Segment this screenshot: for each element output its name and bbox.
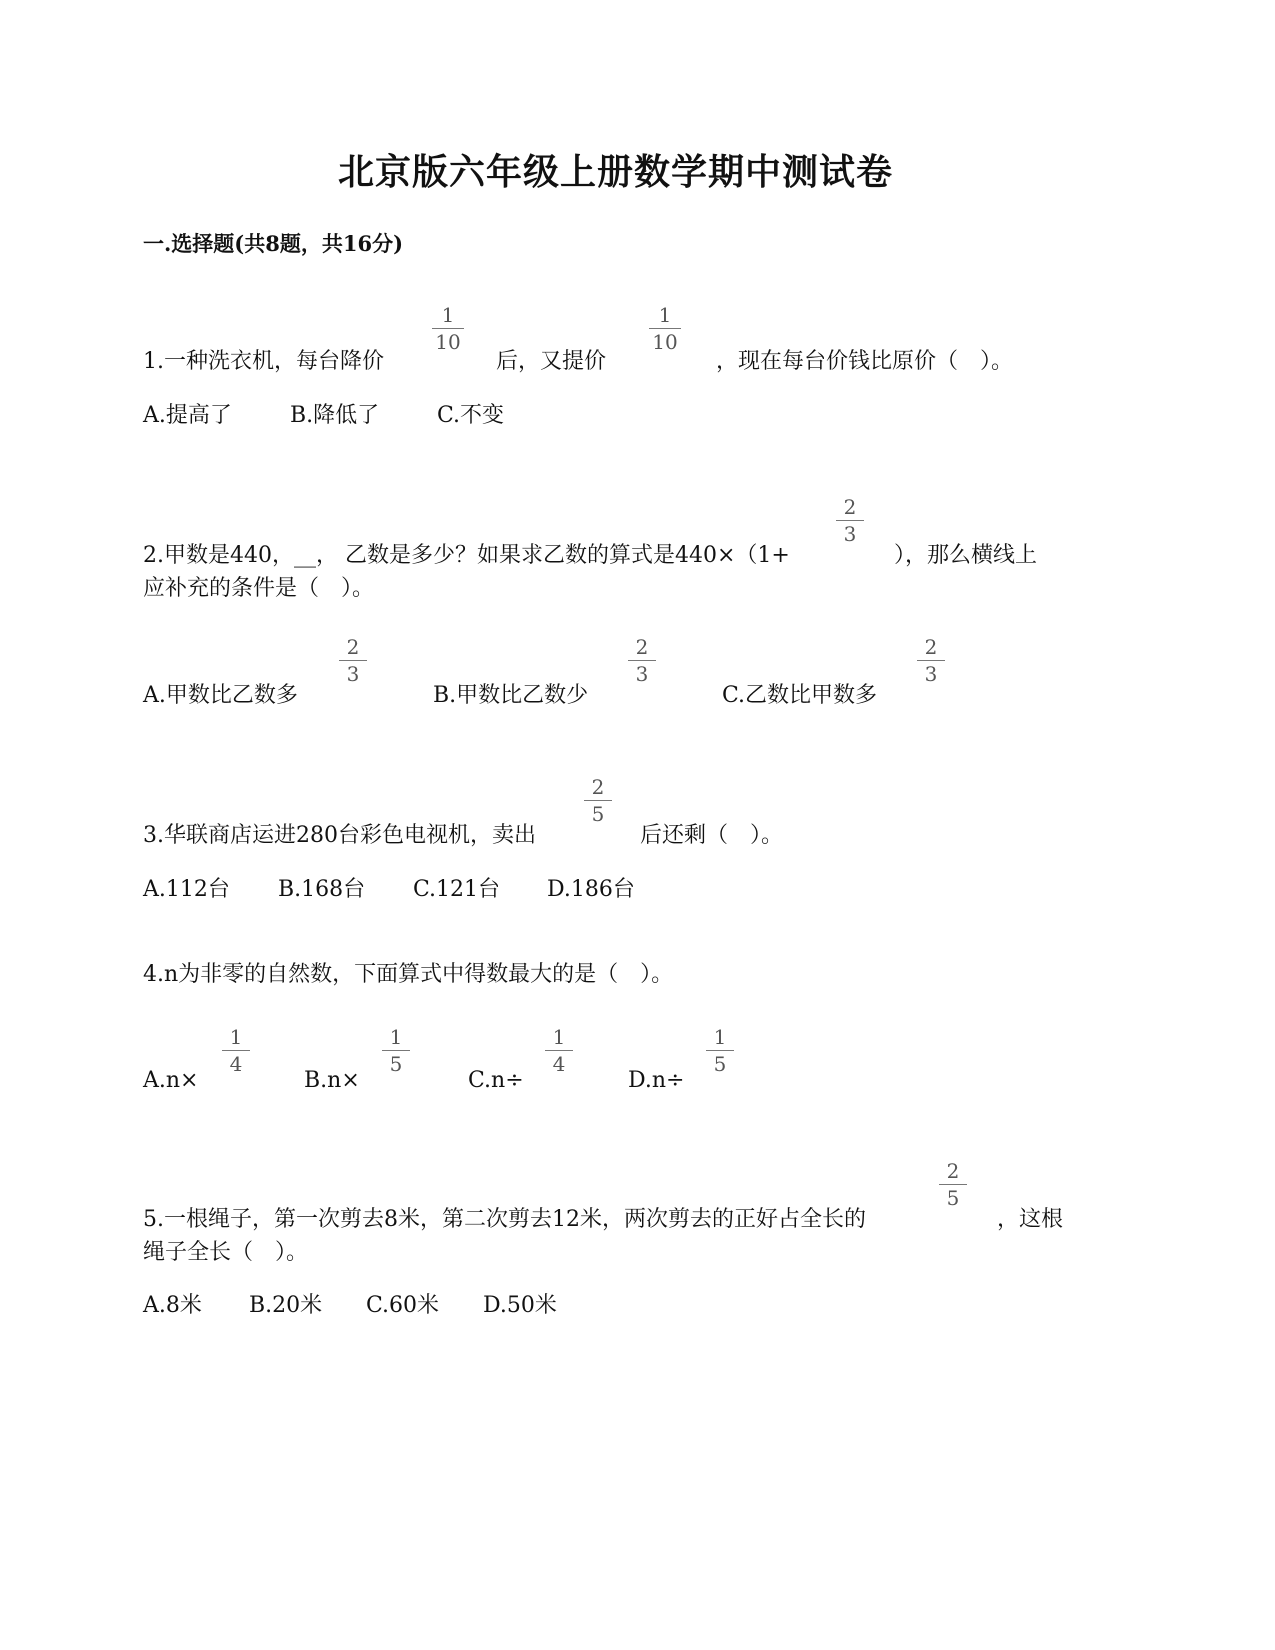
question-2-option-a-fraction	[335, 636, 371, 685]
fraction-numerator: 2	[591, 775, 605, 799]
question-3-text-part2: 后还剩（ ）。	[640, 823, 784, 848]
question-2-option-a[interactable]: A.甲数比乙数多	[143, 683, 298, 708]
page-title: 北京版六年级上册数学期中测试卷	[338, 151, 894, 193]
fraction-numerator: 1	[658, 303, 672, 327]
fraction-denominator: 4	[229, 1052, 243, 1076]
fraction-numerator: 1	[552, 1025, 566, 1049]
question-3-option-b[interactable]: B.168台	[278, 877, 366, 902]
question-3-option-d[interactable]: D.186台	[547, 877, 635, 902]
question-4-option-a-fraction	[218, 1026, 254, 1075]
question-4-option-d-fraction	[702, 1026, 738, 1075]
fraction-numerator: 1	[713, 1025, 727, 1049]
question-2-option-b[interactable]: B.甲数比乙数少	[433, 683, 589, 708]
fraction-bar	[584, 800, 612, 801]
fraction-numerator: 2	[924, 635, 938, 659]
fraction-numerator: 2	[635, 635, 649, 659]
question-2-option-b-fraction	[624, 636, 660, 685]
fraction-denominator: 3	[924, 662, 938, 686]
fraction-bar	[917, 660, 945, 661]
fraction-numerator: 2	[843, 495, 857, 519]
question-4-option-d[interactable]: D.n÷	[628, 1068, 685, 1093]
fraction-bar	[836, 520, 864, 521]
question-3-option-c[interactable]: C.121台	[413, 877, 501, 902]
question-5-option-b[interactable]: B.20米	[249, 1293, 323, 1318]
question-4-option-b[interactable]: B.n×	[304, 1068, 360, 1093]
question-2-text-line2: 应补充的条件是（ ）。	[143, 576, 375, 601]
question-1-text-part1: 1.一种洗衣机，每台降价	[143, 349, 384, 374]
question-1-option-a[interactable]: A.提高了	[143, 403, 232, 428]
fraction-denominator: 5	[389, 1052, 403, 1076]
fraction-denominator: 4	[552, 1052, 566, 1076]
question-5-fraction	[935, 1160, 971, 1209]
question-4-option-c[interactable]: C.n÷	[468, 1068, 524, 1093]
question-1-text-part3: ，现在每台价钱比原价（ ）。	[716, 349, 1014, 374]
fraction-denominator: 3	[843, 522, 857, 546]
fraction-bar	[545, 1050, 573, 1051]
section-heading: 一.选择题(共8题，共16分)	[143, 231, 404, 256]
fraction-bar	[222, 1050, 250, 1051]
fraction-numerator: 1	[389, 1025, 403, 1049]
fraction-denominator: 3	[346, 662, 360, 686]
question-2-fraction	[832, 496, 868, 545]
fraction-bar	[939, 1184, 967, 1185]
question-4-option-c-fraction	[541, 1026, 577, 1075]
fraction-bar	[628, 660, 656, 661]
question-4-option-b-fraction	[378, 1026, 414, 1075]
question-1-text-part2: 后，又提价	[496, 349, 607, 374]
fraction-numerator: 2	[346, 635, 360, 659]
fraction-denominator: 5	[591, 802, 605, 826]
fraction-bar	[649, 328, 681, 329]
question-3-option-a[interactable]: A.112台	[143, 877, 230, 902]
question-2-text-part2: ），那么横线上	[894, 543, 1038, 568]
fraction-bar	[432, 328, 464, 329]
fraction-bar	[382, 1050, 410, 1051]
question-3-text-part1: 3.华联商店运进280台彩色电视机，卖出	[143, 823, 536, 848]
question-1-fraction-2	[645, 304, 685, 353]
fraction-bar	[706, 1050, 734, 1051]
question-5-option-a[interactable]: A.8米	[143, 1293, 202, 1318]
question-2-text-part1: 2.甲数是440，__， 乙数是多少？如果求乙数的算式是440×（1+	[143, 543, 790, 568]
question-4-option-a[interactable]: A.n×	[143, 1068, 199, 1093]
question-3-fraction	[580, 776, 616, 825]
fraction-denominator: 10	[435, 330, 461, 354]
fraction-denominator: 10	[652, 330, 678, 354]
question-2-option-c-fraction	[913, 636, 949, 685]
question-1-fraction-1	[428, 304, 468, 353]
question-5-text-part1: 5.一根绳子，第一次剪去8米，第二次剪去12米，两次剪去的正好占全长的	[143, 1207, 866, 1232]
question-5-option-d[interactable]: D.50米	[483, 1293, 557, 1318]
question-5-option-c[interactable]: C.60米	[366, 1293, 440, 1318]
question-5-text-part2: ，这根	[997, 1207, 1064, 1232]
question-4-text: 4.n为非零的自然数，下面算式中得数最大的是（ ）。	[143, 962, 674, 987]
fraction-bar	[339, 660, 367, 661]
fraction-numerator: 2	[946, 1159, 960, 1183]
question-2-option-c[interactable]: C.乙数比甲数多	[722, 683, 878, 708]
question-1-option-c[interactable]: C.不变	[437, 403, 505, 428]
question-1-option-b[interactable]: B.降低了	[290, 403, 380, 428]
question-5-text-line2: 绳子全长（ ）。	[143, 1240, 309, 1265]
fraction-denominator: 3	[635, 662, 649, 686]
fraction-denominator: 5	[946, 1186, 960, 1210]
fraction-numerator: 1	[441, 303, 455, 327]
fraction-numerator: 1	[229, 1025, 243, 1049]
fraction-denominator: 5	[713, 1052, 727, 1076]
